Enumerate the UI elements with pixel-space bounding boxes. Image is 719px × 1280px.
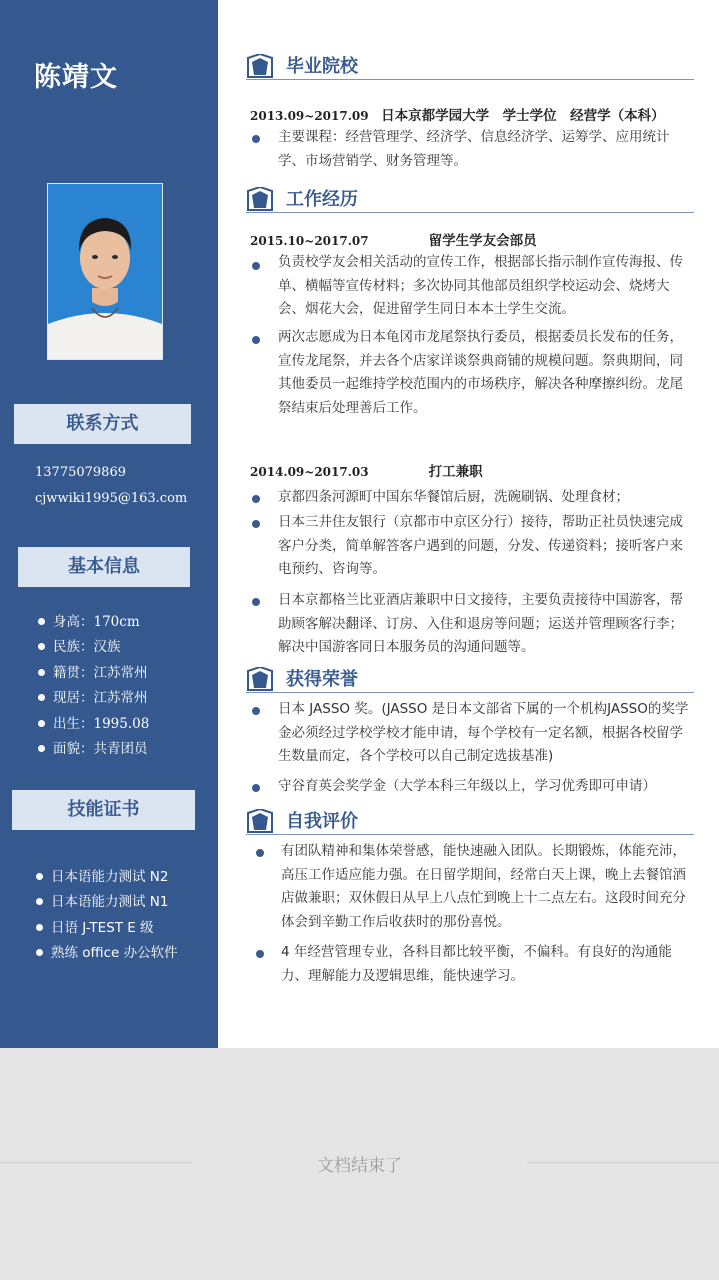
basic-info-item: 民族：汉族 xyxy=(38,635,121,655)
job-role: 打工兼职 xyxy=(428,464,483,480)
email-address: cjwwiki1995@163.com xyxy=(35,491,188,506)
bullet-dot xyxy=(252,520,260,528)
honors-section-header xyxy=(246,664,694,693)
job-bullet: 日本京都格兰比亚酒店兼职中日文接待，主要负责接待中国游客，帮助顾客解决翻译、订房、入住和退房等问题；运送并管理顾客行李；解决中国游客同日本服务员的沟通问题等。 xyxy=(278,592,683,655)
bullet-dot xyxy=(256,849,264,857)
bullet-dot xyxy=(252,336,260,344)
basic-info-item: 现居：江苏常州 xyxy=(38,686,148,706)
education-courses: 主要课程：经营管理学、经济学、信息经济学、运筹学、应用统计学、市场营销学、财务管理等。 xyxy=(278,129,670,169)
honor-item: 日本 JASSO 奖。(JASSO 是日本文部省下属的一个机构JASSO的奖学金必须经过学校学校才能申请，每个学校有一定名额，根据各校留学生数量而定，各个学校可以自己制定选拔基准) xyxy=(278,701,689,764)
pentagon-badge-icon xyxy=(246,54,274,78)
basic-info-item: 面貌：共青团员 xyxy=(38,737,148,757)
education-title: 毕业院校 xyxy=(286,56,358,77)
job-date: 2015.10~2017.07 xyxy=(250,234,369,248)
job-bullet: 负责校学友会相关活动的宣传工作，根据部长指示制作宣传海报、传单、横幅等宣传材料；多次协同其他部员组织学校运动会、烧烤大会、烟花大会，促进留学生同日本本土学生交流。 xyxy=(278,254,683,317)
self-eval-item: 4 年经营管理专业，各科目都比较平衡，不偏科。有良好的沟通能力、理解能力及逻辑思维，能快速学习。 xyxy=(281,944,672,984)
skill-item: 日本语能力测试 N2 xyxy=(36,865,168,885)
contact-heading: 联系方式 xyxy=(14,404,191,444)
honors-title: 获得荣誉 xyxy=(286,669,358,690)
basic-info-item: 出生：1995.08 xyxy=(38,712,149,732)
self-eval-item: 有团队精神和集体荣誉感，能快速融入团队。长期锻炼，体能充沛，高压工作适应能力强。在日留学期间，经常白天上课，晚上去餐馆酒店做兼职；双休假日从早上八点忙到晚上十二点左右。这段时间充分体会到辛勤工作后收获时的那份喜悦。 xyxy=(281,843,686,930)
bullet-dot xyxy=(252,135,260,143)
document-end-label: 文档结束了 xyxy=(317,1156,402,1176)
work-title: 工作经历 xyxy=(286,189,358,210)
job-bullet: 京都四条河源町中国东华餐馆后厨，洗碗刷锅、处理食材； xyxy=(278,489,629,505)
self-eval-title: 自我评价 xyxy=(286,811,358,832)
bullet-dot xyxy=(252,495,260,503)
profile-photo xyxy=(47,183,163,360)
work-section-header xyxy=(246,184,694,213)
bullet-dot xyxy=(252,784,260,792)
basic-info-item: 身高：170cm xyxy=(38,610,140,630)
basic-info-item: 籍贯：江苏常州 xyxy=(38,661,148,681)
job-bullet: 日本三井住友银行（京都市中京区分行）接待，帮助正社员快速完成客户分类，简单解答客户遇到的问题，分发、传递资料；接听客户来电预约、咨询等。 xyxy=(278,514,683,577)
basic-info-heading: 基本信息 xyxy=(18,547,190,587)
job-bullet: 两次志愿成为日本龟冈市龙尾祭执行委员，根据委员长发布的任务，宣传龙尾祭，并去各个店家详谈祭典商铺的规模问题。祭典期间，同其他委员一起维持学校范围内的市场秩序，解决各种摩擦纠纷。龙尾祭结束后处理善后工作。 xyxy=(278,329,683,416)
pentagon-badge-icon xyxy=(246,667,274,691)
end-divider-right xyxy=(527,1162,719,1163)
bullet-dot xyxy=(252,262,260,270)
skills-heading: 技能证书 xyxy=(12,790,195,830)
self-eval-section-header xyxy=(246,806,694,835)
education-section-header xyxy=(246,51,694,80)
education-detail: 日本京都学园大学 学士学位 经营学（本科） xyxy=(381,108,665,124)
pentagon-badge-icon xyxy=(246,809,274,833)
honor-item: 守谷育英会奖学金（大学本科三年级以上，学习优秀即可申请） xyxy=(278,778,656,794)
skill-item: 日语 J-TEST E 级 xyxy=(36,916,154,936)
education-date-line xyxy=(250,104,665,124)
bullet-dot xyxy=(252,598,260,606)
job-date: 2014.09~2017.03 xyxy=(250,465,369,479)
bullet-dot xyxy=(256,950,264,958)
bullet-dot xyxy=(252,707,260,715)
skill-item: 熟练 office 办公软件 xyxy=(36,941,178,961)
phone-number: 13775079869 xyxy=(35,465,126,480)
job-role: 留学生学友会部员 xyxy=(428,233,537,249)
job-date-line xyxy=(250,460,483,480)
education-date: 2013.09~2017.09 xyxy=(250,109,369,123)
job-date-line xyxy=(250,229,537,249)
skill-item: 日本语能力测试 N1 xyxy=(36,890,168,910)
pentagon-badge-icon xyxy=(246,187,274,211)
candidate-name: 陈靖文 xyxy=(34,62,118,93)
sidebar xyxy=(0,0,218,1048)
